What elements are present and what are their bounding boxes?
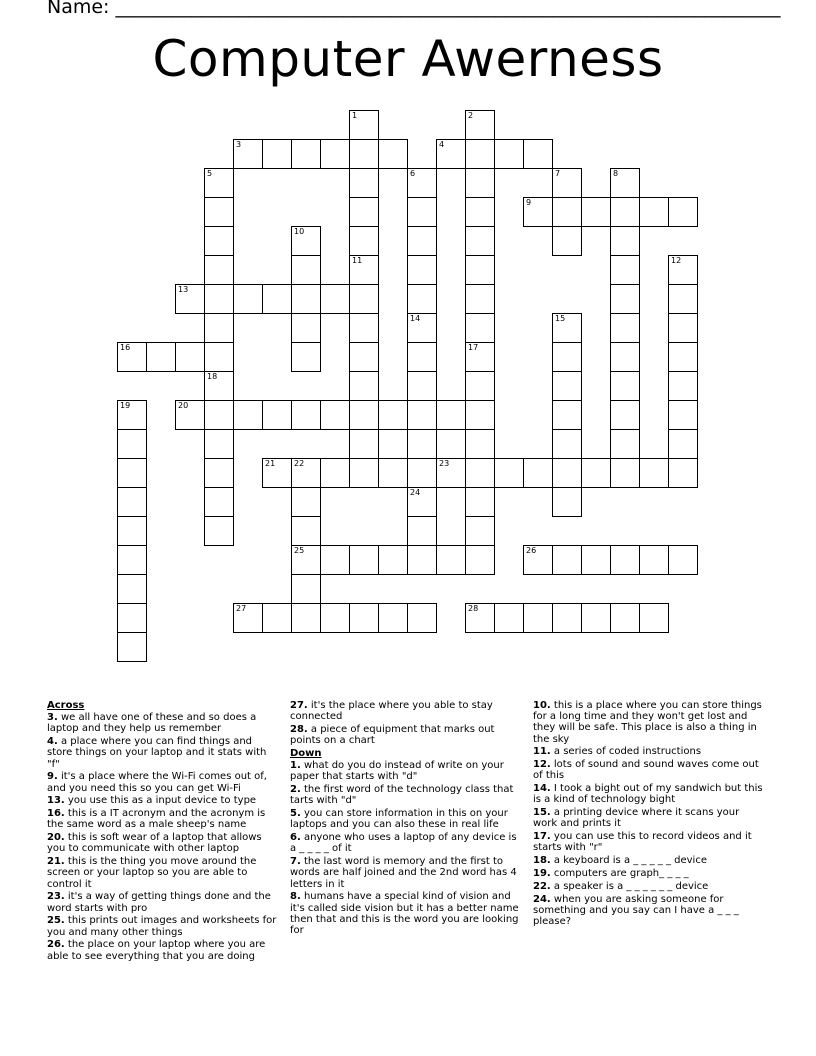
grid-cell[interactable] (349, 255, 379, 285)
grid-cell[interactable] (117, 516, 147, 546)
grid-cell[interactable] (668, 197, 698, 227)
clue-down-10: 10. this is a place where you can store things for a long time and they won't get lost and they will be safe. This place is also a thing in the sky (533, 700, 762, 745)
grid-cell[interactable] (465, 458, 495, 488)
grid-cell[interactable] (378, 400, 408, 430)
grid-cell[interactable] (291, 458, 321, 488)
grid-cell[interactable] (668, 371, 698, 401)
cell-number: 16 (120, 343, 131, 352)
grid-cell[interactable] (204, 197, 234, 227)
grid-cell[interactable] (407, 226, 437, 256)
grid-cell[interactable] (610, 284, 640, 314)
grid-cell[interactable] (610, 255, 640, 285)
grid-cell[interactable] (668, 313, 698, 343)
grid-cell[interactable] (610, 545, 640, 575)
grid-cell[interactable] (523, 197, 553, 227)
grid-cell[interactable] (146, 342, 176, 372)
grid-cell[interactable] (552, 168, 582, 198)
grid-cell[interactable] (639, 458, 669, 488)
grid-cell[interactable] (291, 342, 321, 372)
grid-cell[interactable] (407, 516, 437, 546)
grid-cell[interactable] (465, 168, 495, 198)
grid-cell[interactable] (291, 284, 321, 314)
grid-cell[interactable] (204, 371, 234, 401)
grid-cell[interactable] (291, 313, 321, 343)
grid-cell[interactable] (407, 284, 437, 314)
grid-cell[interactable] (117, 342, 147, 372)
grid-cell[interactable] (465, 139, 495, 169)
grid-cell[interactable] (465, 313, 495, 343)
grid-cell[interactable] (291, 400, 321, 430)
cell-number: 28 (468, 604, 479, 613)
cell-number: 3 (236, 140, 242, 149)
cell-number: 8 (613, 169, 619, 178)
grid-cell[interactable] (117, 632, 147, 662)
cell-number: 19 (120, 401, 131, 410)
grid-cell[interactable] (523, 139, 553, 169)
cell-number: 27 (236, 604, 247, 613)
grid-cell[interactable] (204, 516, 234, 546)
cell-number: 26 (526, 546, 537, 555)
cell-number: 5 (207, 169, 213, 178)
grid-cell[interactable] (407, 197, 437, 227)
grid-cell[interactable] (668, 458, 698, 488)
grid-cell[interactable] (349, 284, 379, 314)
grid-cell[interactable] (291, 255, 321, 285)
grid-cell[interactable] (204, 284, 234, 314)
down-heading: Down (290, 748, 322, 759)
grid-cell[interactable] (523, 458, 553, 488)
grid-cell[interactable] (436, 458, 466, 488)
grid-cell[interactable] (407, 400, 437, 430)
grid-cell[interactable] (320, 139, 350, 169)
grid-cell[interactable] (349, 603, 379, 633)
cell-number: 1 (352, 111, 358, 120)
grid-cell[interactable] (349, 110, 379, 140)
clue-across-28: 28. a piece of equipment that marks out points on a chart (290, 724, 495, 747)
grid-cell[interactable] (117, 429, 147, 459)
grid-cell[interactable] (349, 139, 379, 169)
grid-cell[interactable] (465, 197, 495, 227)
clue-across-20: 20. this is soft wear of a laptop that allows you to communicate with other laptop (47, 832, 262, 855)
grid-cell[interactable] (175, 400, 205, 430)
grid-cell[interactable] (465, 284, 495, 314)
grid-cell[interactable] (378, 545, 408, 575)
grid-cell[interactable] (117, 487, 147, 517)
cell-number: 17 (468, 343, 479, 352)
grid-cell[interactable] (291, 487, 321, 517)
grid-cell[interactable] (262, 458, 292, 488)
grid-cell[interactable] (378, 603, 408, 633)
grid-cell[interactable] (668, 429, 698, 459)
grid-cell[interactable] (552, 545, 582, 575)
grid-cell[interactable] (552, 197, 582, 227)
name-line[interactable]: Name: ______________________________________________________________________ (47, 0, 781, 18)
clue-across-13: 13. you use this as a input device to type (47, 795, 257, 807)
grid-cell[interactable] (407, 371, 437, 401)
grid-cell[interactable] (465, 342, 495, 372)
grid-cell[interactable] (407, 255, 437, 285)
across-heading: Across (47, 700, 85, 711)
grid-cell[interactable] (552, 226, 582, 256)
grid-cell[interactable] (349, 197, 379, 227)
grid-cell[interactable] (494, 603, 524, 633)
grid-cell[interactable] (175, 284, 205, 314)
grid-cell[interactable] (668, 342, 698, 372)
grid-cell[interactable] (349, 545, 379, 575)
grid-cell[interactable] (349, 458, 379, 488)
grid-cell[interactable] (610, 168, 640, 198)
grid-cell[interactable] (320, 400, 350, 430)
grid-cell[interactable] (262, 400, 292, 430)
grid-cell[interactable] (204, 342, 234, 372)
grid-cell[interactable] (552, 429, 582, 459)
grid-cell[interactable] (320, 458, 350, 488)
grid-cell[interactable] (349, 168, 379, 198)
grid-cell[interactable] (610, 603, 640, 633)
cell-number: 22 (294, 459, 305, 468)
grid-cell[interactable] (523, 603, 553, 633)
grid-cell[interactable] (349, 313, 379, 343)
grid-cell[interactable] (204, 429, 234, 459)
cell-number: 12 (671, 256, 682, 265)
grid-cell[interactable] (204, 458, 234, 488)
grid-cell[interactable] (465, 545, 495, 575)
cell-number: 23 (439, 459, 450, 468)
clues-column-2 (290, 700, 522, 938)
clue-down-24: 24. when you are asking someone for something and you say can I have a _ _ _ please? (533, 893, 739, 927)
grid-cell[interactable] (204, 168, 234, 198)
grid-cell[interactable] (407, 487, 437, 517)
grid-cell[interactable] (668, 255, 698, 285)
grid-cell[interactable] (407, 545, 437, 575)
grid-cell[interactable] (552, 458, 582, 488)
cell-number: 13 (178, 285, 189, 294)
grid-cell[interactable] (639, 197, 669, 227)
cell-number: 25 (294, 546, 305, 555)
grid-cell[interactable] (581, 458, 611, 488)
grid-cell[interactable] (291, 574, 321, 604)
grid-cell[interactable] (552, 603, 582, 633)
grid-cell[interactable] (581, 545, 611, 575)
cell-number: 14 (410, 314, 421, 323)
grid-cell[interactable] (291, 516, 321, 546)
cell-number: 4 (439, 140, 445, 149)
grid-cell[interactable] (465, 487, 495, 517)
clue-down-19: 19. computers are graph_ _ _ _ (533, 868, 689, 879)
grid-cell[interactable] (436, 139, 466, 169)
grid-cell[interactable] (610, 313, 640, 343)
grid-cell[interactable] (349, 226, 379, 256)
grid-cell[interactable] (610, 400, 640, 430)
clue-across-27: 27. it's the place where you able to stay connected (290, 700, 493, 723)
clues-column-3 (533, 700, 765, 929)
grid-cell[interactable] (407, 429, 437, 459)
clue-across-16: 16. this is a IT acronym and the acronym is the same word as a male sheep's name (47, 808, 266, 831)
grid-cell[interactable] (233, 284, 263, 314)
grid-cell[interactable] (378, 458, 408, 488)
grid-cell[interactable] (552, 487, 582, 517)
grid-cell[interactable] (233, 400, 263, 430)
clues-column-1 (47, 700, 279, 963)
clue-across-23: 23. it's a way of getting things done and the word starts with pro (47, 891, 271, 914)
clue-down-14: 14. I took a bight out of my sandwich but this is a kind of technology bight (533, 783, 763, 806)
cell-number: 24 (410, 488, 421, 497)
grid-cell[interactable] (407, 458, 437, 488)
grid-cell[interactable] (204, 487, 234, 517)
clue-across-3: 3. we all have one of these and so does a laptop and they help us remember (47, 712, 257, 735)
grid-cell[interactable] (204, 313, 234, 343)
clue-down-2: 2. the first word of the technology class that tarts with "d" (290, 784, 514, 807)
clue-down-17: 17. you can use this to record videos and it starts with "r" (533, 831, 752, 854)
grid-cell[interactable] (523, 545, 553, 575)
clue-down-22: 22. a speaker is a _ _ _ _ _ _ device (533, 880, 709, 892)
grid-cell[interactable] (494, 458, 524, 488)
grid-cell[interactable] (291, 226, 321, 256)
grid-cell[interactable] (552, 313, 582, 343)
grid-cell[interactable] (117, 458, 147, 488)
clue-down-15: 15. a printing device where it scans your work and prints it (533, 807, 740, 830)
grid-cell[interactable] (465, 110, 495, 140)
cell-number: 7 (555, 169, 561, 178)
cell-number: 9 (526, 198, 532, 207)
grid-cell[interactable] (291, 603, 321, 633)
grid-cell[interactable] (262, 139, 292, 169)
clue-down-11: 11. a series of coded instructions (533, 746, 702, 758)
grid-cell[interactable] (668, 545, 698, 575)
grid-cell[interactable] (117, 603, 147, 633)
grid-cell[interactable] (668, 400, 698, 430)
grid-cell[interactable] (407, 168, 437, 198)
cell-number: 10 (294, 227, 305, 236)
grid-cell[interactable] (349, 371, 379, 401)
clue-down-5: 5. you can store information in this on your laptops and you can also these in real life (290, 808, 508, 831)
grid-cell[interactable] (175, 342, 205, 372)
cell-number: 6 (410, 169, 416, 178)
grid-cell[interactable] (204, 400, 234, 430)
grid-cell[interactable] (610, 429, 640, 459)
cell-number: 21 (265, 459, 276, 468)
grid-cell[interactable] (581, 603, 611, 633)
grid-cell[interactable] (552, 400, 582, 430)
grid-cell[interactable] (552, 371, 582, 401)
grid-cell[interactable] (117, 545, 147, 575)
grid-cell[interactable] (407, 313, 437, 343)
clue-down-18: 18. a keyboard is a _ _ _ _ _ device (533, 855, 707, 867)
grid-cell[interactable] (291, 545, 321, 575)
grid-cell[interactable] (349, 429, 379, 459)
cell-number: 18 (207, 372, 218, 381)
grid-cell[interactable] (639, 603, 669, 633)
clue-down-6: 6. anyone who uses a laptop of any device is a _ _ _ _ of it (290, 832, 517, 855)
grid-cell[interactable] (407, 342, 437, 372)
grid-cell[interactable] (610, 371, 640, 401)
clue-across-9: 9. it's a place where the Wi-Fi comes out of, and you need this so you can get Wi-Fi (47, 771, 267, 794)
grid-cell[interactable] (320, 545, 350, 575)
clue-across-21: 21. this is the thing you move around the screen or your laptop so you are able to control it (47, 856, 257, 890)
grid-cell[interactable] (610, 197, 640, 227)
page-title: Computer Awerness (152, 30, 664, 88)
grid-cell[interactable] (117, 574, 147, 604)
clue-down-7: 7. the last word is memory and the first to words are half joined and the 2nd word has 4 letters in it (290, 856, 517, 890)
grid-cell[interactable] (581, 197, 611, 227)
grid-cell[interactable] (349, 400, 379, 430)
grid-cell[interactable] (204, 226, 234, 256)
grid-cell[interactable] (668, 284, 698, 314)
grid-cell[interactable] (610, 458, 640, 488)
grid-cell[interactable] (262, 284, 292, 314)
cell-number: 2 (468, 111, 474, 120)
grid-cell[interactable] (465, 226, 495, 256)
clue-down-8: 8. humans have a special kind of vision and it's called side vision but it has a better name then that and this is the word you are looking for (290, 891, 519, 937)
grid-cell[interactable] (320, 284, 350, 314)
grid-cell[interactable] (291, 139, 321, 169)
grid-cell[interactable] (465, 429, 495, 459)
grid-cell[interactable] (494, 139, 524, 169)
clue-across-25: 25. this prints out images and worksheets for you and many other things (47, 915, 277, 938)
cell-number: 11 (352, 256, 363, 265)
grid-cell[interactable] (320, 603, 350, 633)
grid-cell[interactable] (262, 603, 292, 633)
grid-cell[interactable] (610, 342, 640, 372)
grid-cell[interactable] (349, 342, 379, 372)
grid-cell[interactable] (610, 226, 640, 256)
grid-cell[interactable] (436, 400, 466, 430)
grid-cell[interactable] (117, 400, 147, 430)
grid-cell[interactable] (465, 371, 495, 401)
grid-cell[interactable] (465, 516, 495, 546)
grid-cell[interactable] (233, 603, 263, 633)
grid-cell[interactable] (552, 342, 582, 372)
grid-cell[interactable] (233, 139, 263, 169)
clue-down-1: 1. what do you do instead of write on your paper that starts with "d" (290, 760, 504, 783)
clue-across-4: 4. a place where you can find things and store things on your laptop and it stats with "f" (47, 736, 267, 770)
clue-down-12: 12. lots of sound and sound waves come out of this (533, 759, 759, 782)
grid-cell[interactable] (436, 545, 466, 575)
grid-cell[interactable] (639, 545, 669, 575)
cell-number: 20 (178, 401, 189, 410)
cell-number: 15 (555, 314, 566, 323)
grid-cell[interactable] (204, 255, 234, 285)
grid-cell[interactable] (465, 603, 495, 633)
grid-cell[interactable] (407, 603, 437, 633)
grid-cell[interactable] (465, 255, 495, 285)
grid-cell[interactable] (465, 400, 495, 430)
grid-cell[interactable] (378, 139, 408, 169)
clue-across-26: 26. the place on your laptop where you are able to see everything that you are doing (47, 939, 266, 962)
